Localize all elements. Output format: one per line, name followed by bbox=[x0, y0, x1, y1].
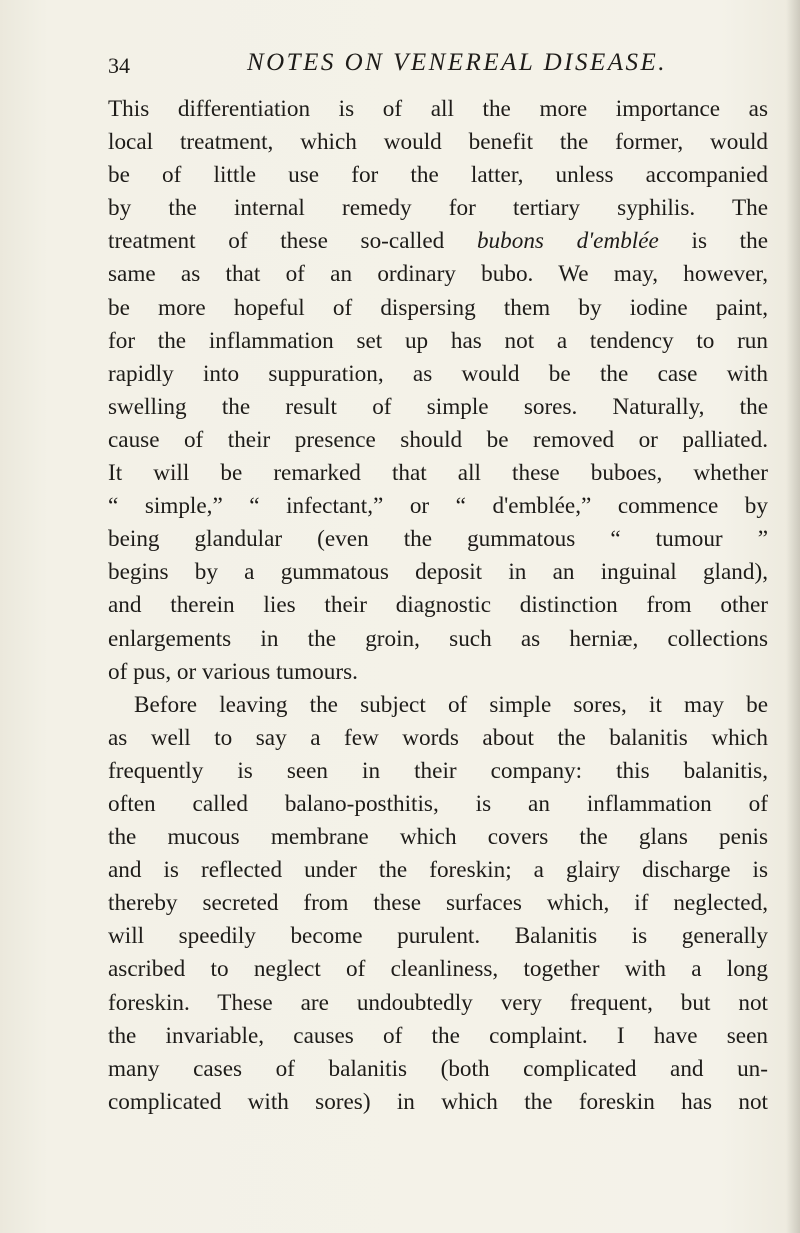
text-line: enlargements in the groin, such as herniæ, collections bbox=[108, 625, 768, 652]
text-line: local treatment, which would benefit the former, would bbox=[108, 129, 768, 156]
text-line: many cases of balanitis (both complicated and un- bbox=[108, 1055, 768, 1082]
text-line: ascribed to neglect of cleanliness, together with a long bbox=[108, 956, 768, 983]
text-line: complicated with sores) in which the foreskin has not bbox=[108, 1088, 768, 1115]
text-line bbox=[108, 225, 768, 258]
text-line: begins by a gummatous deposit in an inguinal gland), bbox=[108, 559, 768, 586]
text-line: being glandular (even the gummatous “ tumour ” bbox=[108, 526, 768, 553]
page-edge-shadow bbox=[786, 0, 800, 1233]
text-line: for the inflammation set up has not a tendency to run bbox=[108, 327, 768, 354]
text-line: same as that of an ordinary bubo. We may, however, bbox=[108, 261, 768, 288]
text-line: cause of their presence should be removed or palliated. bbox=[108, 426, 768, 453]
text-line: will speedily become purulent. Balanitis is generally bbox=[108, 923, 768, 950]
text-line: This differentiation is of all the more importance as bbox=[108, 96, 768, 122]
text-line: be more hopeful of dispersing them by iodine paint, bbox=[108, 294, 768, 321]
text-line: It will be remarked that all these buboes, whether bbox=[108, 460, 768, 487]
text-line: by the internal remedy for tertiary syphilis. The bbox=[108, 195, 768, 222]
text-line: rapidly into suppuration, as would be the case with bbox=[108, 360, 768, 387]
text-line: swelling the result of simple sores. Naturally, the bbox=[108, 393, 768, 420]
text-line: of pus, or various tumours. bbox=[108, 658, 358, 685]
page-number: 34 bbox=[108, 53, 130, 78]
text-line: as well to say a few words about the balanitis which bbox=[108, 724, 768, 751]
body-text bbox=[108, 93, 768, 1119]
text-line: often called balano-posthitis, is an inflammation of bbox=[108, 790, 768, 817]
text-line: the invariable, causes of the complaint. I have seen bbox=[108, 1022, 768, 1049]
text-fragment: treatment of these so-called bbox=[108, 228, 445, 255]
text-line: and therein lies their diagnostic distinction from other bbox=[108, 592, 768, 619]
running-head: NOTES ON VENEREAL DISEASE. bbox=[246, 49, 668, 76]
italic-term: bubons d'emblée bbox=[476, 228, 659, 255]
text-line: thereby secreted from these surfaces which, if neglected, bbox=[108, 890, 768, 917]
text-line: “ simple,” “ infectant,” or “ d'emblée,” commence by bbox=[108, 493, 768, 520]
text-line: Before leaving the subject of simple sores, it may be bbox=[134, 691, 768, 718]
text-line: foreskin. These are undoubtedly very frequent, but not bbox=[108, 989, 768, 1016]
text-line: the mucous membrane which covers the glans penis bbox=[108, 824, 768, 851]
text-line: be of little use for the latter, unless accompanied bbox=[108, 162, 768, 189]
text-fragment: is the bbox=[691, 228, 769, 255]
page-header bbox=[108, 49, 768, 89]
text-line: frequently is seen in their company: this balanitis, bbox=[108, 757, 768, 784]
text-line: and is reflected under the foreskin; a glairy discharge is bbox=[108, 857, 768, 884]
